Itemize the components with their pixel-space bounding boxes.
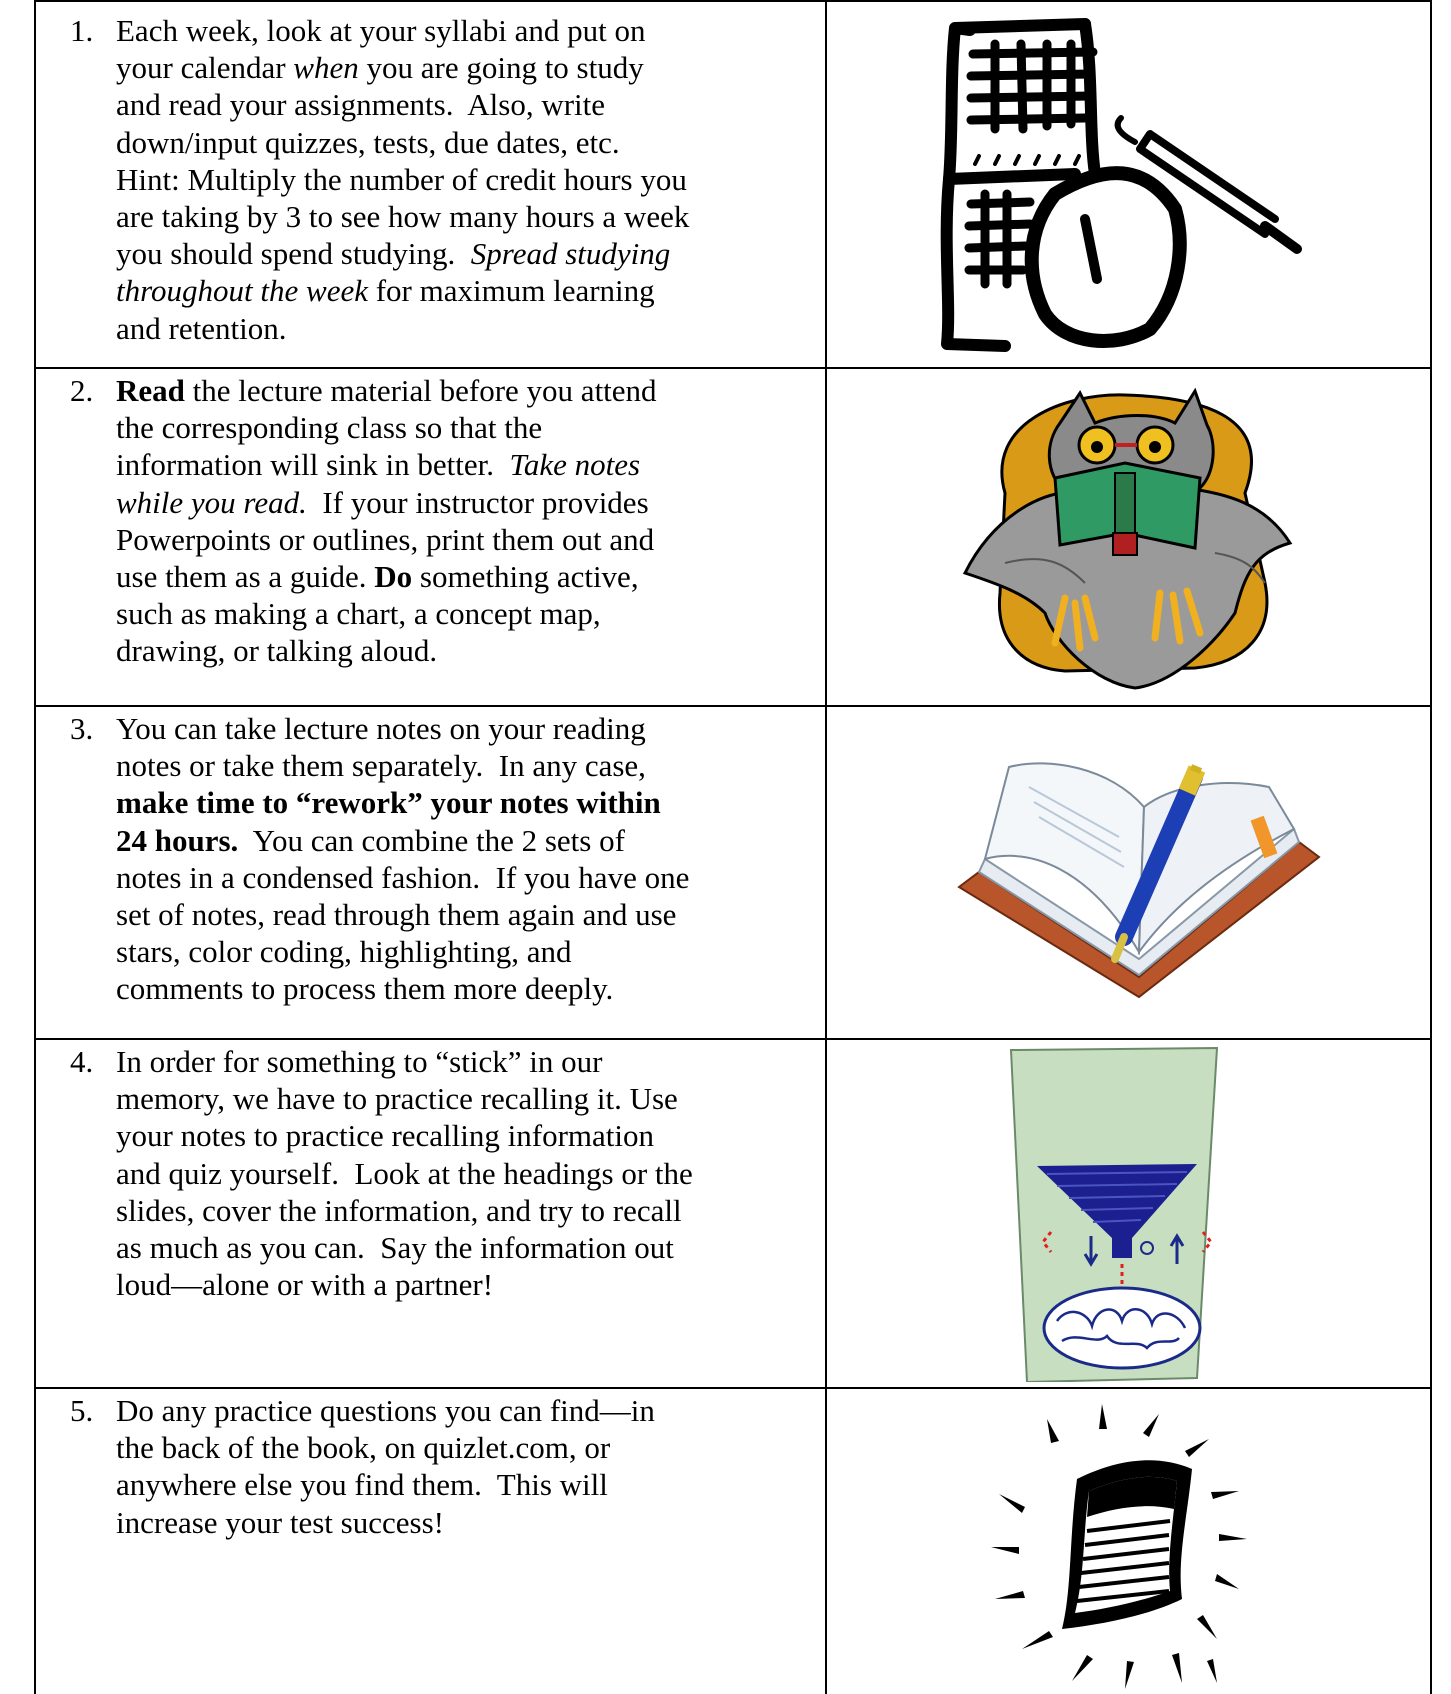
tip-row-3 [36, 707, 1432, 1040]
text-run: loud—alone or with a partner! [116, 1267, 494, 1303]
calendar-icon [935, 14, 1315, 359]
tip-paragraph-1 [116, 12, 816, 347]
tip-number: 1. [70, 13, 94, 48]
tip-line [116, 784, 816, 821]
text-run: for maximum learning [367, 273, 655, 309]
text-run: the lecture material before you attend [184, 373, 657, 408]
notebook-pen-illustration [939, 747, 1329, 1007]
tip-line [116, 310, 816, 347]
tip-number: 5. [70, 1393, 94, 1428]
tip-line [116, 86, 816, 123]
text-run: slides, cover the information, and try to recall [116, 1192, 682, 1228]
tip-line [116, 933, 816, 970]
tip-row-5 [36, 1389, 1432, 1694]
text-run: and quiz yourself. Look at the headings or the [116, 1155, 693, 1191]
text-run: are taking by 3 to see how many hours a week [116, 199, 690, 235]
text-run: notes in a condensed fashion. If you have one [116, 859, 690, 895]
text-run: increase your test success! [116, 1504, 444, 1540]
text-run: memory, we have to practice recalling it. Use [116, 1081, 678, 1117]
text-run: your calendar [116, 50, 294, 86]
text-run: and retention. [116, 310, 287, 346]
tip-line [116, 235, 816, 272]
text-run: comments to process them more deeply. [116, 971, 614, 1007]
tip-line [116, 161, 816, 198]
tip-line [116, 12, 816, 49]
tip-line [116, 1466, 816, 1503]
tip-line [116, 896, 816, 933]
text-run: Hint: Multiply the number of credit hours you [116, 161, 687, 197]
text-run: information will sink in better. [116, 447, 510, 483]
tip-line [116, 1192, 816, 1229]
tip-line [116, 1392, 816, 1429]
text-run: Do [374, 559, 413, 595]
tip-line [116, 1504, 816, 1541]
tip-text-cell-3 [36, 707, 827, 1038]
reading-owl-illustration [945, 383, 1305, 698]
text-run: Powerpoints or outlines, print them out and [116, 521, 655, 557]
tip-line [116, 595, 816, 632]
tip-text-cell-2 [36, 369, 827, 705]
text-run: Read [116, 373, 185, 408]
text-run: Do any practice questions you can find—in [116, 1393, 655, 1428]
tip-line [116, 747, 816, 784]
text-run: as much as you can. Say the information out [116, 1230, 674, 1266]
tips-table [34, 0, 1432, 1694]
tip-line [116, 446, 816, 483]
tip-line [116, 272, 816, 309]
graded-test-a-plus-icon [977, 1399, 1277, 1691]
text-run: 24 hours. [116, 822, 239, 858]
text-run: when [293, 50, 359, 86]
tip-text-cell-5 [36, 1389, 827, 1694]
text-run: anywhere else you find them. This will [116, 1467, 608, 1503]
text-run: You can take lecture notes on your reading [116, 711, 646, 746]
tip-image-cell-3 [827, 707, 1432, 1038]
tip-line [116, 1266, 816, 1303]
tip-number: 4. [70, 1044, 94, 1079]
text-run: and read your assignments. Also, write [116, 87, 606, 123]
tip-text-cell-4 [36, 1040, 827, 1387]
tip-line [116, 198, 816, 235]
tip-line [116, 1080, 816, 1117]
tip-paragraph-5 [116, 1392, 816, 1541]
tip-paragraph-3 [116, 710, 816, 1008]
tip-line [116, 49, 816, 86]
tip-line [116, 859, 816, 896]
tip-row-1 [36, 2, 1432, 369]
tip-number: 2. [70, 373, 94, 408]
tip-image-cell-2 [827, 369, 1432, 705]
text-run: Spread studying [470, 236, 671, 272]
text-run: In order for something to “stick” in our [116, 1044, 603, 1079]
text-run: Each week, look at your syllabi and put on [116, 13, 646, 48]
tip-image-cell-5 [827, 1389, 1432, 1694]
tip-row-2 [36, 369, 1432, 707]
text-run: make time to “rework” your notes within [116, 785, 661, 821]
text-run: stars, color coding, highlighting, and [116, 934, 572, 970]
tip-line [116, 521, 816, 558]
tip-number: 3. [70, 711, 94, 746]
text-run: down/input quizzes, tests, due dates, etc. [116, 124, 620, 160]
text-run: the back of the book, on quizlet.com, or [116, 1430, 611, 1466]
text-run: set of notes, read through them again and use [116, 897, 677, 933]
text-run: drawing, or talking aloud. [116, 633, 438, 669]
text-run: notes or take them separately. In any case, [116, 748, 646, 784]
text-run: you are going to study [358, 50, 644, 86]
text-run: you should spend studying. [116, 236, 471, 272]
text-run: Take notes [509, 447, 641, 483]
tip-line [116, 632, 816, 669]
text-run: while you read. [116, 484, 307, 520]
text-run: You can combine the 2 sets of [238, 822, 625, 858]
tip-line [116, 710, 816, 747]
text-run: If your instructor provides [306, 484, 649, 520]
tip-line [116, 372, 816, 409]
tip-line [116, 970, 816, 1007]
tip-text-cell-1 [36, 2, 827, 367]
tip-line [116, 1043, 816, 1080]
tip-image-cell-4 [827, 1040, 1432, 1387]
tip-line [116, 558, 816, 595]
tip-line [116, 409, 816, 446]
tip-line [116, 124, 816, 161]
tip-line [116, 822, 816, 859]
text-run: throughout the week [116, 273, 368, 309]
text-run: such as making a chart, a concept map, [116, 596, 601, 632]
text-run: the corresponding class so that the [116, 410, 543, 446]
tip-paragraph-4 [116, 1043, 816, 1303]
tip-paragraph-2 [116, 372, 816, 670]
tip-line [116, 1117, 816, 1154]
text-run: something active, [412, 559, 639, 595]
memory-funnel-illustration [1007, 1046, 1222, 1382]
text-run: use them as a guide. [116, 559, 375, 595]
tip-line [116, 1229, 816, 1266]
tip-line [116, 484, 816, 521]
tip-line [116, 1429, 816, 1466]
tip-image-cell-1 [827, 2, 1432, 367]
tip-row-4 [36, 1040, 1432, 1389]
text-run: your notes to practice recalling information [116, 1118, 655, 1154]
tip-line [116, 1155, 816, 1192]
